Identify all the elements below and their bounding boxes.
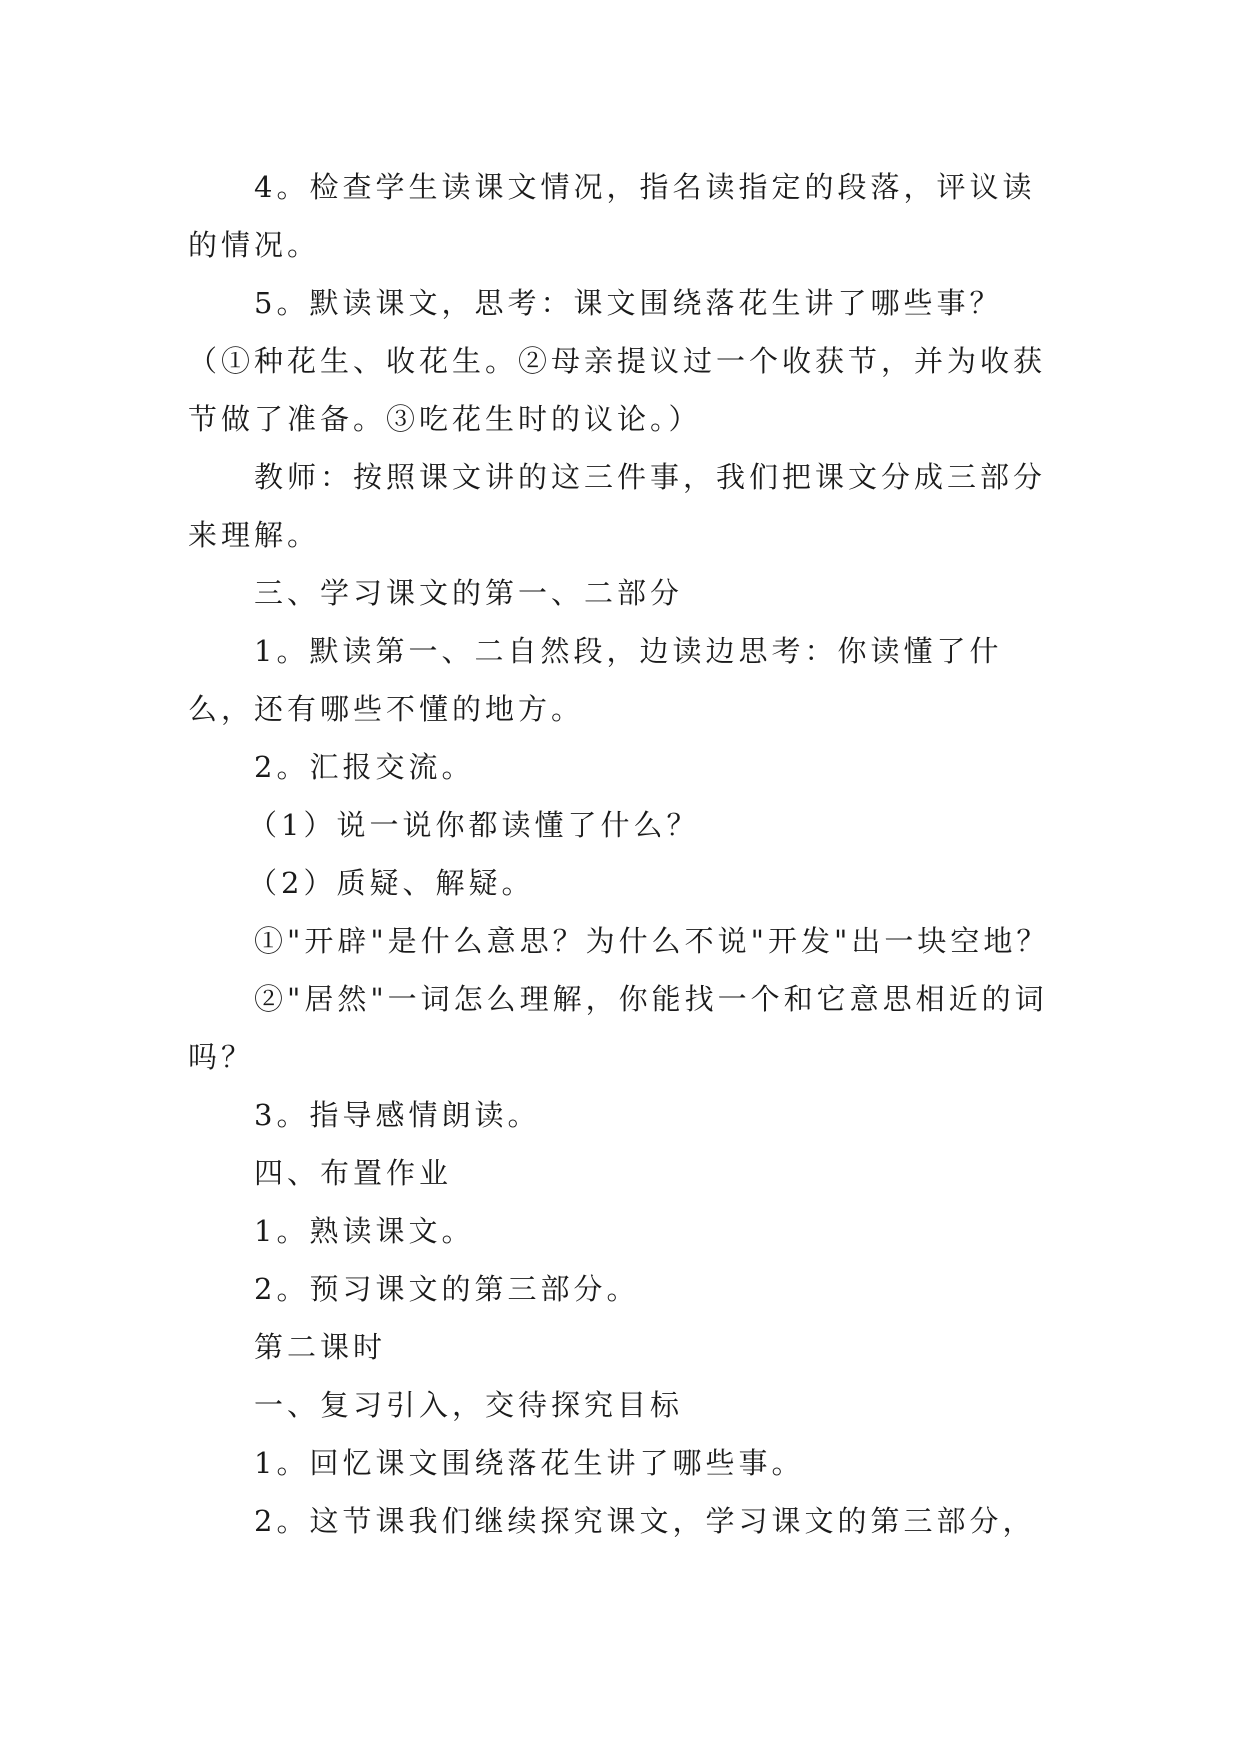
section-heading-1: 一、复习引入，交待探究目标 [254, 1388, 684, 1422]
paragraph-subitem-2: （2）质疑、解疑。 [248, 866, 535, 900]
paragraph-review-1: 1。回忆课文围绕落花生讲了哪些事。 [254, 1446, 805, 1480]
document-body [188, 158, 1058, 1550]
paragraph-subitem-1: （1）说一说你都读懂了什么？ [248, 808, 700, 842]
lesson-heading: 第二课时 [254, 1330, 387, 1364]
paragraph-review-2: 2。这节课我们继续探究课文，学习课文的第三部分， [254, 1504, 1036, 1538]
paragraph-question-1: ①"开辟"是什么意思？为什么不说"开发"出一块空地？ [254, 924, 1050, 958]
section-heading-3: 三、学习课文的第一、二部分 [254, 576, 684, 610]
paragraph-homework-1: 1。熟读课文。 [254, 1214, 475, 1248]
paragraph-item-1: 1。默读第一、二自然段，边读边思考：你读懂了什么，还有哪些不懂的地方。 [188, 634, 1003, 726]
paragraph-question-2: ②"居然"一词怎么理解，你能找一个和它意思相近的词吗？ [188, 982, 1048, 1074]
paragraph-item-3: 3。指导感情朗读。 [254, 1098, 541, 1132]
paragraph-item-2: 2。汇报交流。 [254, 750, 475, 784]
paragraph-step-5: 5。默读课文，思考：课文围绕落花生讲了哪些事？（①种花生、收花生。②母亲提议过一个收获节，并为收获节做了准备。③吃花生时的议论。） [188, 286, 1047, 436]
paragraph-step-4: 4。检查学生读课文情况，指名读指定的段落，评议读的情况。 [188, 170, 1036, 262]
section-heading-4: 四、布置作业 [254, 1156, 453, 1190]
paragraph-teacher-note: 教师：按照课文讲的这三件事，我们把课文分成三部分来理解。 [188, 460, 1047, 552]
paragraph-homework-2: 2。预习课文的第三部分。 [254, 1272, 640, 1306]
